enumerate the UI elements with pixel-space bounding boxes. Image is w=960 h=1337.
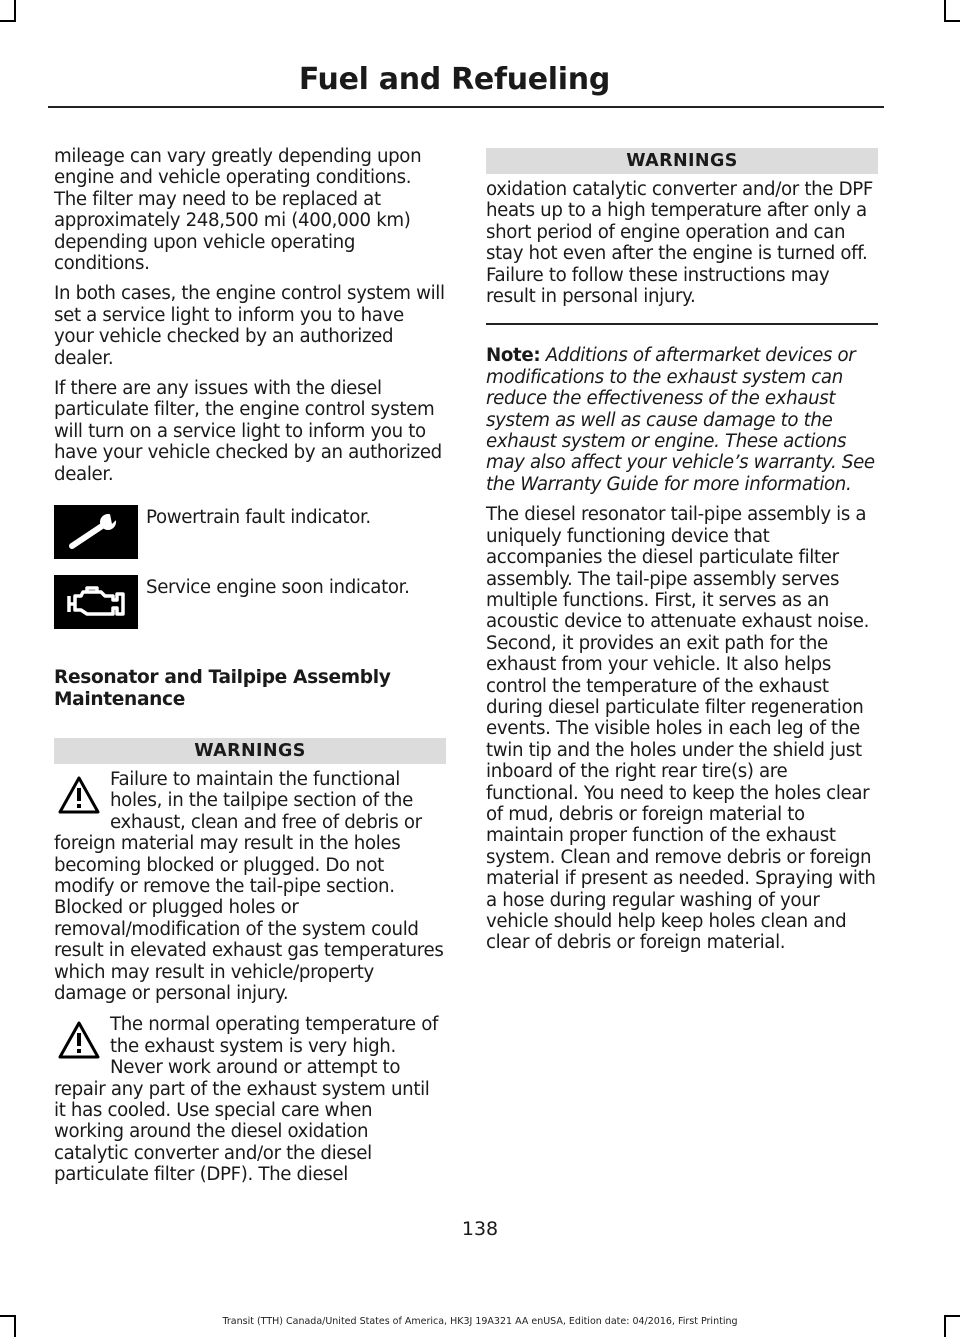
crop-mark bbox=[944, 20, 960, 22]
engine-icon bbox=[54, 575, 138, 629]
paragraph: mileage can vary greatly depending upon engine and vehicle operating conditions. The filter may need to be replaced at approximately 248,500 mi (400,000 km) depending upon vehicle operating conditions. bbox=[54, 146, 422, 275]
left-column bbox=[54, 146, 446, 1186]
warnings-end-divider bbox=[486, 323, 878, 325]
warning-triangle-icon bbox=[54, 769, 104, 831]
indicator-label: Powertrain fault indicator. bbox=[146, 507, 371, 529]
note bbox=[486, 345, 878, 495]
wrench-icon bbox=[54, 505, 138, 559]
page-title: Fuel and Refueling bbox=[298, 62, 610, 97]
indicator-label: Service engine soon indicator. bbox=[146, 577, 410, 599]
footer-text: Transit (TTH) Canada/United States of America, HK3J 19A321 AA enUSA, Edition date: 04/2016, First Printing bbox=[222, 1316, 738, 1327]
paragraph: The diesel resonator tail-pipe assembly is a uniquely functioning device that accompanies the diesel particulate filter assembly. The tail-pipe assembly serves multiple functions. First, it serves as an acoustic device to attenuate exhaust noise. Second, it provides an exit path for the exhaust from your vehicle. It also helps control the temperature of the exhaust during diesel particulate filter regeneration events. The visible holes in each leg of the twin tip and the holes under the shield just inboard of the right rear tire(s) are functional. You need to keep the holes clear of mud, debris or foreign material to maintain proper function of the exhaust system. Clean and remove debris or foreign material if present as needed. Spraying with a hose during regular washing of your vehicle should help keep holes clean and clear of debris or foreign material. bbox=[486, 504, 876, 954]
warning-text: Failure to maintain the functional holes, in the tailpipe section of the exhaust, clean and free of debris or foreign material may result in the holes becoming blocked or plugged. Do not modify or remove the tail-pipe section. Blocked or plugged holes or removal/modification of the system could result in elevated exhaust gas temperatures which may result in vehicle/property damage or personal injury. bbox=[54, 768, 444, 1004]
paragraph: If there are any issues with the diesel particulate filter, the engine control system will turn on a service light to inform you to have your vehicle checked by an authorized dealer. bbox=[54, 378, 442, 485]
crop-mark bbox=[14, 0, 16, 20]
warnings-header: WARNINGS bbox=[486, 148, 878, 174]
warning-text: The normal operating temperature of the exhaust system is very high. Never work around or attempt to repair any part of the exhaust system until it has cooled. Use special care when working around the diesel oxidation catalytic converter and/or the diesel particulate filter (DPF). The diesel bbox=[54, 1014, 439, 1186]
paragraph: In both cases, the engine control system will set a service light to inform you to have your vehicle checked by an authorized dealer. bbox=[54, 283, 445, 369]
warnings-header: WARNINGS bbox=[54, 738, 446, 764]
warning-continued-text: oxidation catalytic converter and/or the DPF heats up to a high temperature after only a short period of engine operation and can stay hot even after the engine is turned off. Failure to follow these instructions may result in personal injury. bbox=[486, 179, 873, 308]
indicator-powertrain bbox=[54, 505, 446, 563]
page-number: 138 bbox=[461, 1218, 499, 1240]
header-divider bbox=[48, 106, 884, 108]
section-heading: Resonator and Tailpipe Assembly Maintenance bbox=[54, 667, 391, 710]
indicator-service-engine bbox=[54, 575, 446, 633]
crop-mark bbox=[0, 20, 16, 22]
note-text: Additions of aftermarket devices or modifications to the exhaust system can reduce the effectiveness of the exhaust system as well as cause damage to the exhaust system or engine. These actions may also affect your vehicle’s warranty. See the Warranty Guide for more information. bbox=[486, 345, 875, 495]
crop-mark bbox=[944, 0, 946, 20]
warning-item bbox=[54, 769, 446, 1004]
note-label: Note: bbox=[486, 345, 541, 367]
right-column bbox=[486, 146, 878, 963]
warning-triangle-icon bbox=[54, 1014, 104, 1076]
warning-item bbox=[54, 1014, 446, 1185]
